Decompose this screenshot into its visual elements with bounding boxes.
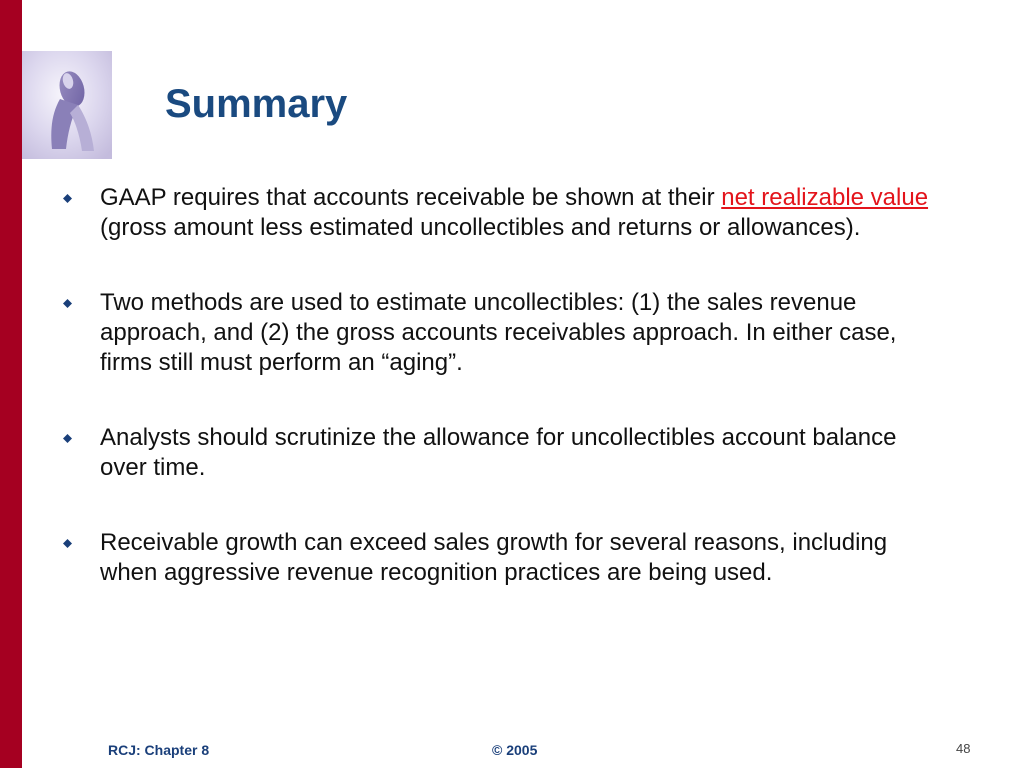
bullet-item bbox=[100, 528, 930, 588]
bullet-text: Analysts should scrutinize the allowance for uncollectibles account balance over time. bbox=[100, 424, 897, 481]
bullet-list bbox=[100, 183, 930, 633]
bullet-item bbox=[100, 288, 930, 378]
diamond-bullet-icon bbox=[63, 194, 72, 203]
left-accent-bar bbox=[0, 0, 22, 768]
slide-title: Summary bbox=[165, 82, 348, 126]
bullet-item bbox=[100, 183, 930, 243]
net-realizable-value-term: net realizable value bbox=[721, 184, 929, 211]
decorative-figure-image bbox=[22, 51, 112, 159]
figure-silhouette-icon bbox=[22, 51, 112, 159]
bullet-text: Receivable growth can exceed sales growth for several reasons, including when aggressive revenue recognition practices are being used. bbox=[100, 529, 888, 586]
bullet-text: GAAP requires that accounts receivable be shown at their bbox=[100, 184, 722, 211]
bullet-text: (gross amount less estimated uncollectibles and returns or allowances). bbox=[100, 214, 861, 241]
diamond-bullet-icon bbox=[63, 539, 72, 548]
bullet-item bbox=[100, 423, 930, 483]
diamond-bullet-icon bbox=[63, 434, 72, 443]
bullet-text: Two methods are used to estimate uncollectibles: (1) the sales revenue approach, and (2) the gross accounts receivables approach. In either case, firms still must perform an “aging”. bbox=[100, 289, 897, 376]
diamond-bullet-icon bbox=[63, 299, 72, 308]
footer-copyright: © 2005 bbox=[492, 742, 538, 758]
footer-chapter-label: RCJ: Chapter 8 bbox=[108, 742, 210, 758]
slide-page-number: 48 bbox=[956, 741, 971, 756]
